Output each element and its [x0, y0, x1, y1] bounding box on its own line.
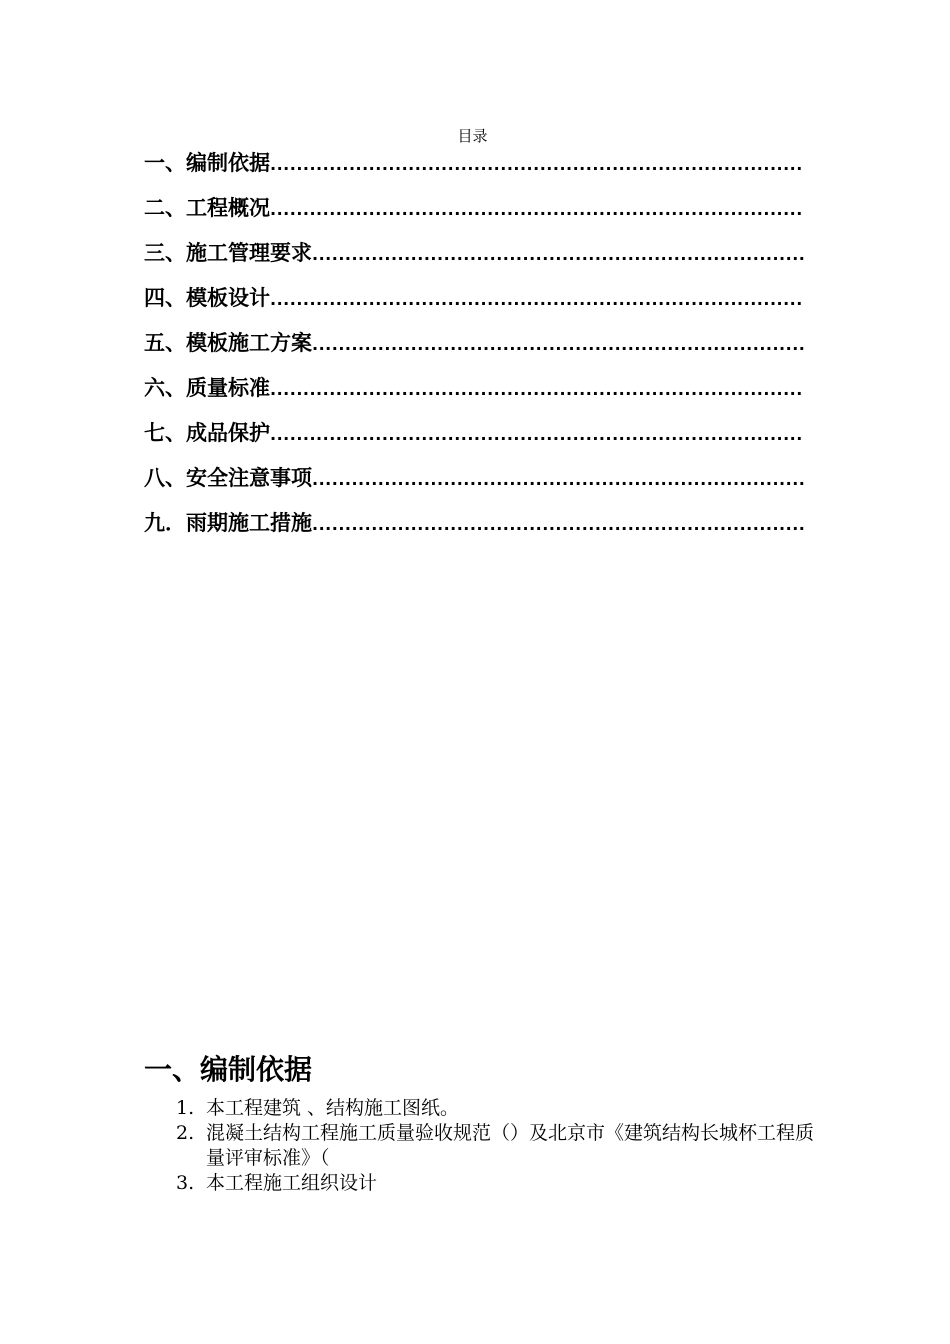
toc-entry-rainy-season[interactable] — [144, 506, 804, 551]
toc-entry-quality[interactable] — [144, 371, 804, 416]
toc-dot-leader — [270, 148, 804, 182]
toc-entry-label: 雨期施工措施 — [186, 511, 312, 535]
toc-entry-overview[interactable] — [144, 191, 804, 236]
list-item-number: 2. — [176, 1122, 195, 1144]
toc-entry-label: 质量标准 — [186, 376, 270, 400]
toc-entry-number: 四、 — [144, 286, 186, 310]
toc-dot-leader — [270, 283, 804, 317]
toc-dot-leader — [270, 418, 804, 452]
toc-entry-label: 模板设计 — [186, 286, 270, 310]
toc-entry-safety[interactable] — [144, 461, 804, 506]
toc-entry-label: 模板施工方案 — [186, 331, 312, 355]
table-of-contents — [144, 146, 804, 551]
toc-entry-label: 编制依据 — [186, 151, 270, 175]
list-item-text: 本工程施工组织设计 — [206, 1172, 378, 1194]
toc-entry-formwork-design[interactable] — [144, 281, 804, 326]
toc-entry-label: 安全注意事项 — [186, 466, 312, 490]
toc-entry-number: 八、 — [144, 466, 186, 490]
toc-dot-leader — [312, 328, 804, 362]
toc-dot-leader — [270, 373, 804, 407]
toc-dot-leader — [312, 508, 804, 542]
toc-entry-number: 六、 — [144, 376, 186, 400]
list-item-text: 本工程建筑 、结构施工图纸。 — [206, 1097, 460, 1119]
toc-dot-leader — [312, 463, 804, 497]
basis-list — [176, 1096, 816, 1196]
toc-entry-label: 成品保护 — [186, 421, 270, 445]
toc-entry-number: 七、 — [144, 421, 186, 445]
toc-entry-formwork-plan[interactable] — [144, 326, 804, 371]
section-heading: 一、编制依据 — [144, 1053, 313, 1086]
list-item — [176, 1096, 816, 1121]
toc-entry-number: 二、 — [144, 196, 186, 220]
list-item — [176, 1171, 816, 1196]
toc-entry-label: 工程概况 — [186, 196, 270, 220]
toc-entry-number: 一、 — [144, 151, 186, 175]
toc-entry-number: 九． — [144, 511, 186, 535]
list-item-number: 3. — [176, 1172, 195, 1194]
toc-entry-basis[interactable] — [144, 146, 804, 191]
list-item-number: 1. — [176, 1097, 195, 1119]
toc-entry-label: 施工管理要求 — [186, 241, 312, 265]
toc-entry-management[interactable] — [144, 236, 804, 281]
toc-dot-leader — [270, 193, 804, 227]
toc-entry-number: 三、 — [144, 241, 186, 265]
toc-entry-number: 五、 — [144, 331, 186, 355]
toc-entry-protection[interactable] — [144, 416, 804, 461]
list-item — [176, 1121, 816, 1171]
toc-dot-leader — [312, 238, 804, 272]
toc-title: 目录 — [457, 127, 488, 145]
list-item-text: 混凝土结构工程施工质量验收规范（）及北京市《建筑结构长城杯工程质量评审标准》（ — [206, 1122, 815, 1169]
